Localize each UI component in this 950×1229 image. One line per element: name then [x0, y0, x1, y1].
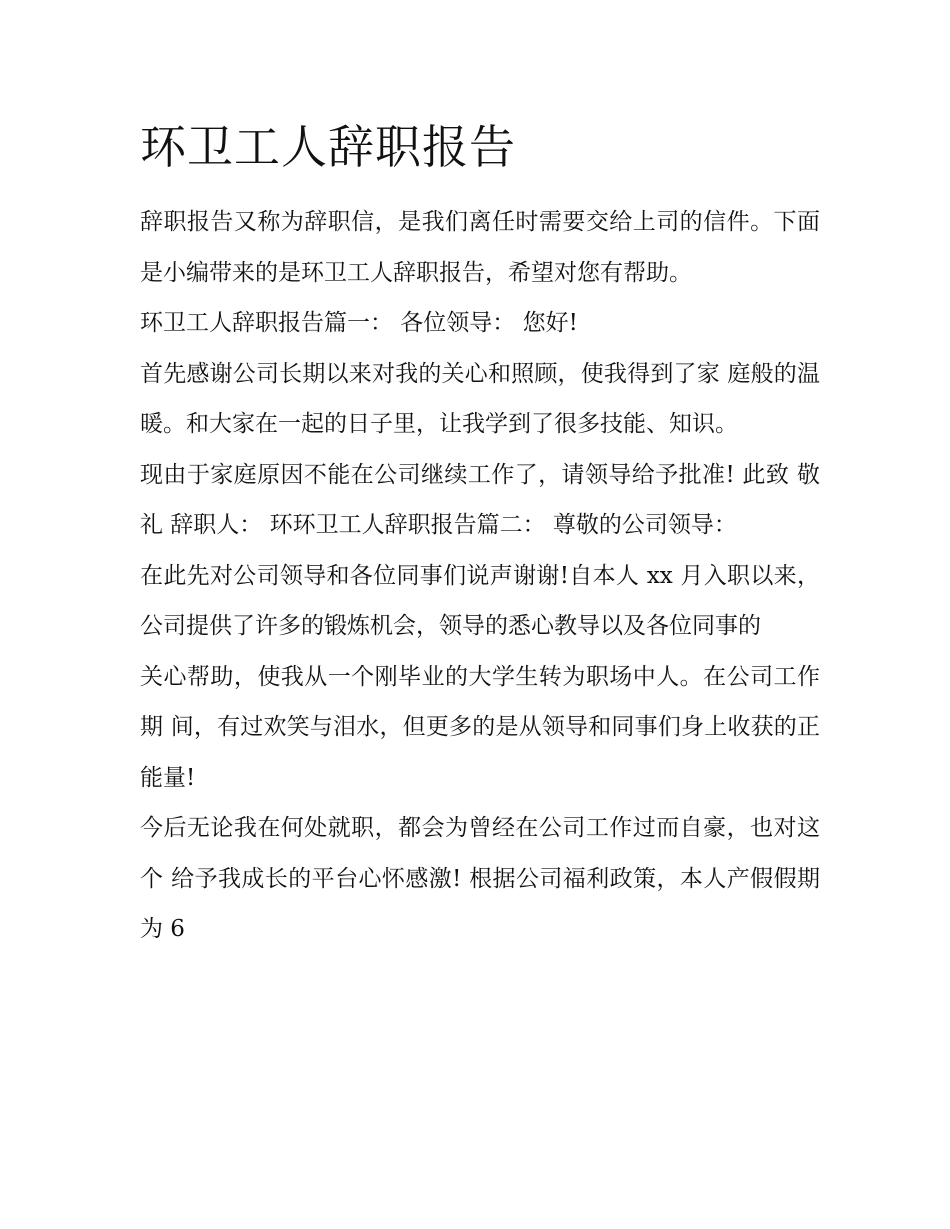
- paragraph-growth: 关心帮助，使我从一个刚毕业的大学生转为职场中人。在公司工作期 间，有过欢笑与泪水，但更多的是从领导和同事们身上收获的正能量!: [140, 663, 820, 791]
- paragraph-greeting: 环卫工人辞职报告篇一： 各位领导： 您好!: [140, 310, 578, 336]
- paragraph-intro: 辞职报告又称为辞职信，是我们离任时需要交给上司的信件。下面是小编带来的是环卫工人辞职报告，希望对您有帮助。: [140, 209, 820, 286]
- paragraph-future: 今后无论我在何处就职，都会为曾经在公司工作过而自豪，也对这个 给予我成长的平台心怀感激! 根据公司福利政策，本人产假假期为 6: [140, 815, 820, 942]
- document-body: [140, 197, 820, 955]
- paragraph-reason: 现由于家庭原因不能在公司继续工作了，请领导给予批准! 此致 敬礼 辞职人： 环环卫工人辞职报告篇二： 尊敬的公司领导：: [140, 461, 820, 538]
- paragraph-thanks: 首先感谢公司长期以来对我的关心和照顾，使我得到了家 庭般的温暖。和大家在一起的日子里，让我学到了很多技能、知识。: [140, 360, 820, 437]
- document-title: 环卫工人辞职报告: [140, 120, 516, 174]
- paragraph-gratitude: 在此先对公司领导和各位同事们说声谢谢!自本人 xx 月入职以来，公司提供了许多的锻炼机会，领导的悉心教导以及各位同事的: [140, 562, 820, 639]
